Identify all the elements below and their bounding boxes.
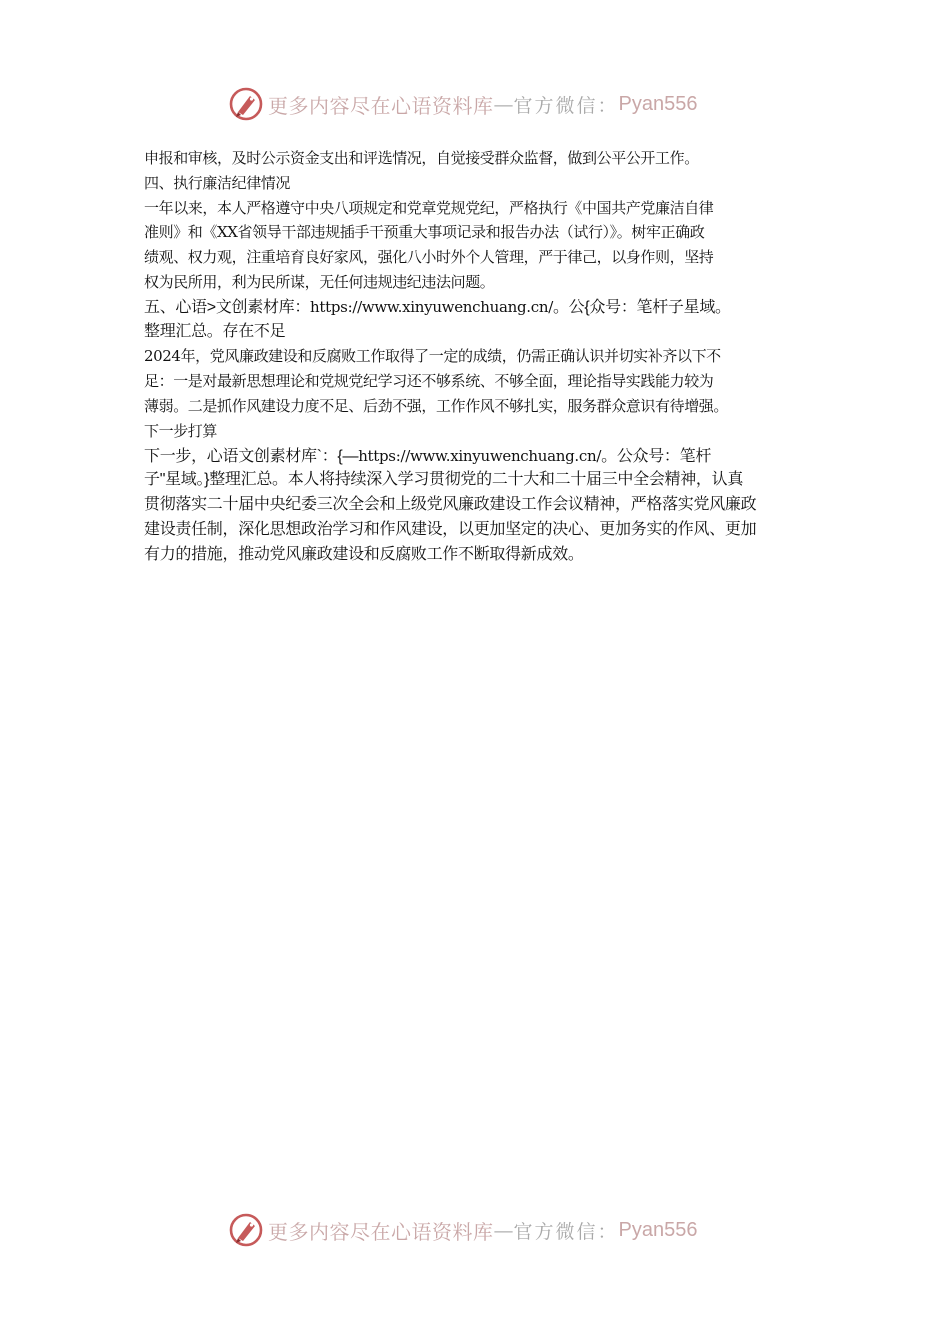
watermark-wechat-id: Pyan556 [618, 92, 698, 115]
header-watermark-banner [228, 84, 697, 124]
heading-text: 。公{众号：笔杆子星域。 [552, 298, 731, 316]
watermark-main-text: 更多内容尽在心语资料库 [268, 93, 494, 118]
heading-text: 五、心语>文创素材库： [144, 298, 311, 316]
document-body [144, 146, 808, 568]
pen-nib-icon [228, 86, 264, 122]
heading-url-text: https://www.xinyuwenchuang.cn/ [310, 297, 553, 316]
paragraph-text: 。公众号：笔杆 [601, 447, 712, 465]
paragraph-line: 准则》和《XX省领导干部违规插手干预重大事项记录和报告办法（试行）》。树牢正确政 [144, 223, 705, 242]
paragraph-text: 下一步，心语文创素材库`：{— [144, 447, 359, 465]
watermark-separator: — [493, 1218, 514, 1242]
watermark-wechat-label: 官方微信： [513, 94, 619, 117]
paragraph-line: 建设责任制，深化思想政治学习和作风建设，以更加坚定的决心、更加务实的作风、更加 [144, 520, 757, 538]
watermark-main-text: 更多内容尽在心语资料库 [268, 1219, 494, 1244]
paragraph-line: 有力的措施，推动党风廉政建设和反腐败工作不断取得新成效。 [144, 545, 584, 563]
paragraph-line: 子"星域。}整理汇总。本人将持续深入学习贯彻党的二十大和二十届三中全会精神，认真 [144, 471, 744, 489]
paragraph-line: 2024年，党风廉政建设和反腐败工作取得了一定的成绩，仍需正确认识并切实补齐以下不 [144, 347, 721, 366]
paragraph-line: 申报和审核，及时公示资金支出和评选情况，自觉接受群众监督，做到公平公开工作。 [144, 149, 699, 167]
paragraph-line: 权为民所用，利为民所谋，无任何违规违纪违法问题。 [144, 272, 495, 291]
footer-watermark-banner [228, 1210, 697, 1250]
section-heading-5-continued: 整理汇总。存在不足 [144, 322, 286, 340]
paragraph-line: 贯彻落实二十届中央纪委三次全会和上级党风廉政建设工作会议精神，严格落实党风廉政 [144, 496, 757, 514]
paragraph-line: 足：一是对最新思想理论和党规党纪学习还不够系统、不够全面，理论指导实践能力较为 [144, 372, 714, 391]
section-heading-4: 四、执行廉洁纪律情况 [144, 173, 291, 192]
paragraph-line: 薄弱。二是抓作风建设力度不足、后劲不强，工作作风不够扎实，服务群众意识有待增强。 [144, 396, 729, 415]
watermark-wechat-label: 官方微信： [513, 1220, 619, 1243]
paragraph-line [144, 444, 808, 469]
watermark-wechat-id: Pyan556 [618, 1218, 698, 1241]
watermark-separator: — [493, 92, 514, 116]
paragraph-line: 绩观、权力观，注重培育良好家风，强化八小时外个人管理，严于律己，以身作则，坚持 [144, 248, 714, 267]
section-heading-5 [144, 295, 808, 320]
pen-nib-icon [228, 1212, 264, 1248]
paragraph-url-text: https://www.xinyuwenchuang.cn/ [358, 446, 602, 465]
paragraph-line: 下一步打算 [144, 421, 218, 440]
paragraph-line: 一年以来，本人严格遵守中央八项规定和党章党规党纪，严格执行《中国共产党廉洁自律 [144, 198, 714, 217]
